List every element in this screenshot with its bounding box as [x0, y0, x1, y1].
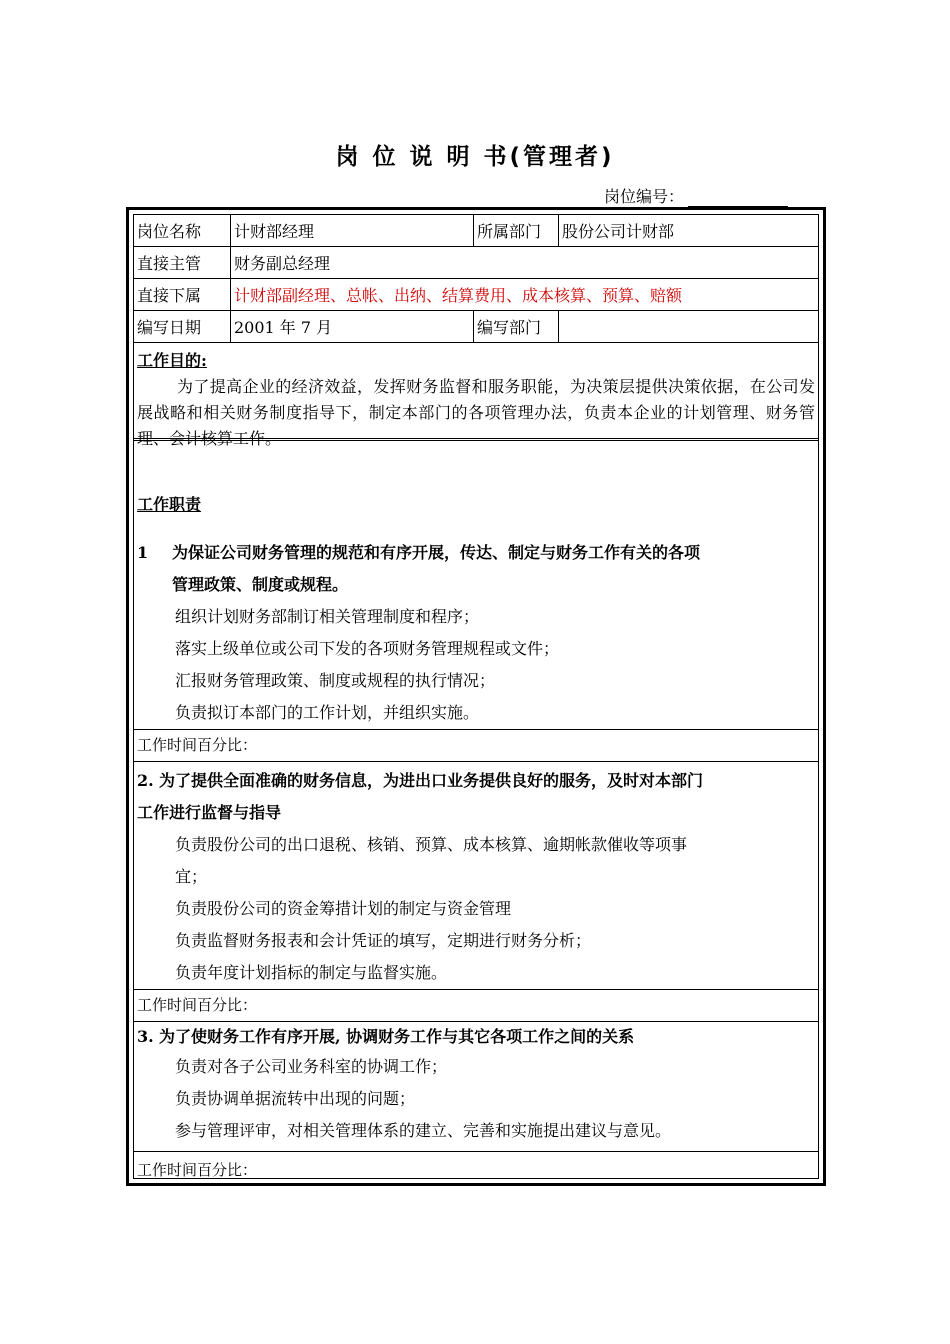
- supervisor-label: 直接主管: [134, 247, 231, 279]
- list-item: [137, 893, 815, 924]
- item-text: 参与管理评审，对相关管理体系的建立、完善和实施提出建议与意见。: [175, 1121, 672, 1140]
- section-2-title: 为了提供全面准确的财务信息，为进出口业务提供良好的服务，及时对本部门: [159, 771, 704, 790]
- item-text: 负责对各子公司业务科室的协调工作；: [175, 1057, 448, 1076]
- section-3-title-line1: [137, 1021, 815, 1052]
- item-text: 汇报财务管理政策、制度或规程的执行情况；: [175, 671, 496, 690]
- section-1-number: 1: [137, 543, 149, 562]
- dept-value: 股份公司计财部: [559, 215, 819, 247]
- job-description-inner: [133, 214, 819, 1179]
- duties-heading: 工作职责: [137, 495, 202, 514]
- info-table: [134, 215, 818, 343]
- section-3-time-pct: 工作时间百分比：: [137, 1161, 258, 1179]
- section-1-title: 为保证公司财务管理的规范和有序开展，传达、制定与财务工作有关的各项: [172, 543, 701, 562]
- section-1-title-line1: [137, 537, 815, 568]
- section-1-time-pct: 工作时间百分比：: [137, 736, 258, 754]
- list-item-continuation: [137, 861, 815, 892]
- item-text: 落实上级单位或公司下发的各项财务管理规程或文件；: [175, 639, 560, 658]
- list-item: [137, 601, 815, 632]
- purpose-heading: 工作目的:: [137, 351, 207, 370]
- section-2-number: 2.: [137, 771, 154, 790]
- purpose-block: [134, 343, 818, 448]
- post-number-label: 岗位编号：: [604, 187, 685, 206]
- section-1-title-cont: 管理政策、制度或规程。: [172, 575, 349, 594]
- purpose-text: 为了提高企业的经济效益，发挥财务监督和服务职能，为决策层提供决策依据，在公司发展战略和相关财务制度指导下，制定本部门的各项管理办法，负责本企业的计划管理、财务管理、会计核算工作。: [137, 377, 815, 448]
- item-text: 负责监督财务报表和会计凭证的填写，定期进行财务分析；: [175, 931, 592, 950]
- post-number-field: [604, 184, 788, 207]
- item-text: 负责拟订本部门的工作计划，并组织实施。: [175, 703, 480, 722]
- section-2-time-pct: 工作时间百分比：: [137, 996, 258, 1014]
- document-title: 岗 位 说 明 书(管理者): [335, 144, 615, 170]
- post-number-blank[interactable]: [688, 189, 788, 207]
- date-value: 2001 年 7 月: [231, 311, 474, 343]
- list-item: [137, 665, 815, 696]
- divider: [134, 761, 818, 762]
- item-text: 负责协调单据流转中出现的问题；: [175, 1089, 416, 1108]
- list-item: [137, 1051, 815, 1082]
- author-dept-label: 编写部门: [474, 311, 559, 343]
- divider: [134, 1151, 818, 1152]
- section-1-title-line2: [137, 569, 815, 600]
- job-description-frame: [126, 207, 826, 1186]
- list-item: [137, 957, 815, 988]
- subordinate-value: 计财部副经理、总帐、出纳、结算费用、成本核算、预算、赔额: [231, 279, 819, 311]
- list-item: [137, 1115, 815, 1146]
- list-item: [137, 1083, 815, 1114]
- item-text: 负责年度计划指标的制定与监督实施。: [175, 963, 448, 982]
- post-name-label: 岗位名称: [134, 215, 231, 247]
- supervisor-value: 财务副总经理: [231, 247, 819, 279]
- dept-label: 所属部门: [474, 215, 559, 247]
- section-3-number: 3.: [137, 1027, 154, 1046]
- list-item: [137, 925, 815, 956]
- list-item: [137, 697, 815, 728]
- list-item: [137, 633, 815, 664]
- section-3-title: 为了使财务工作有序开展, 协调财务工作与其它各项工作之间的关系: [159, 1027, 635, 1046]
- section-2-title-line2: 工作进行监督与指导: [137, 803, 282, 822]
- author-dept-value: [559, 311, 819, 343]
- divider: [134, 729, 818, 730]
- post-name-value: 计财部经理: [231, 215, 474, 247]
- section-2-title-line1: [137, 765, 815, 796]
- item-text: 负责股份公司的资金筹措计划的制定与资金管理: [175, 899, 512, 918]
- date-label: 编写日期: [134, 311, 231, 343]
- divider: [134, 989, 818, 990]
- subordinate-label: 直接下属: [134, 279, 231, 311]
- item-text: 组织计划财务部制订相关管理制度和程序；: [175, 607, 480, 626]
- list-item: [137, 829, 815, 860]
- item-text: 负责股份公司的出口退税、核销、预算、成本核算、逾期帐款催收等项事: [175, 835, 688, 854]
- item-text: 宜；: [175, 867, 208, 886]
